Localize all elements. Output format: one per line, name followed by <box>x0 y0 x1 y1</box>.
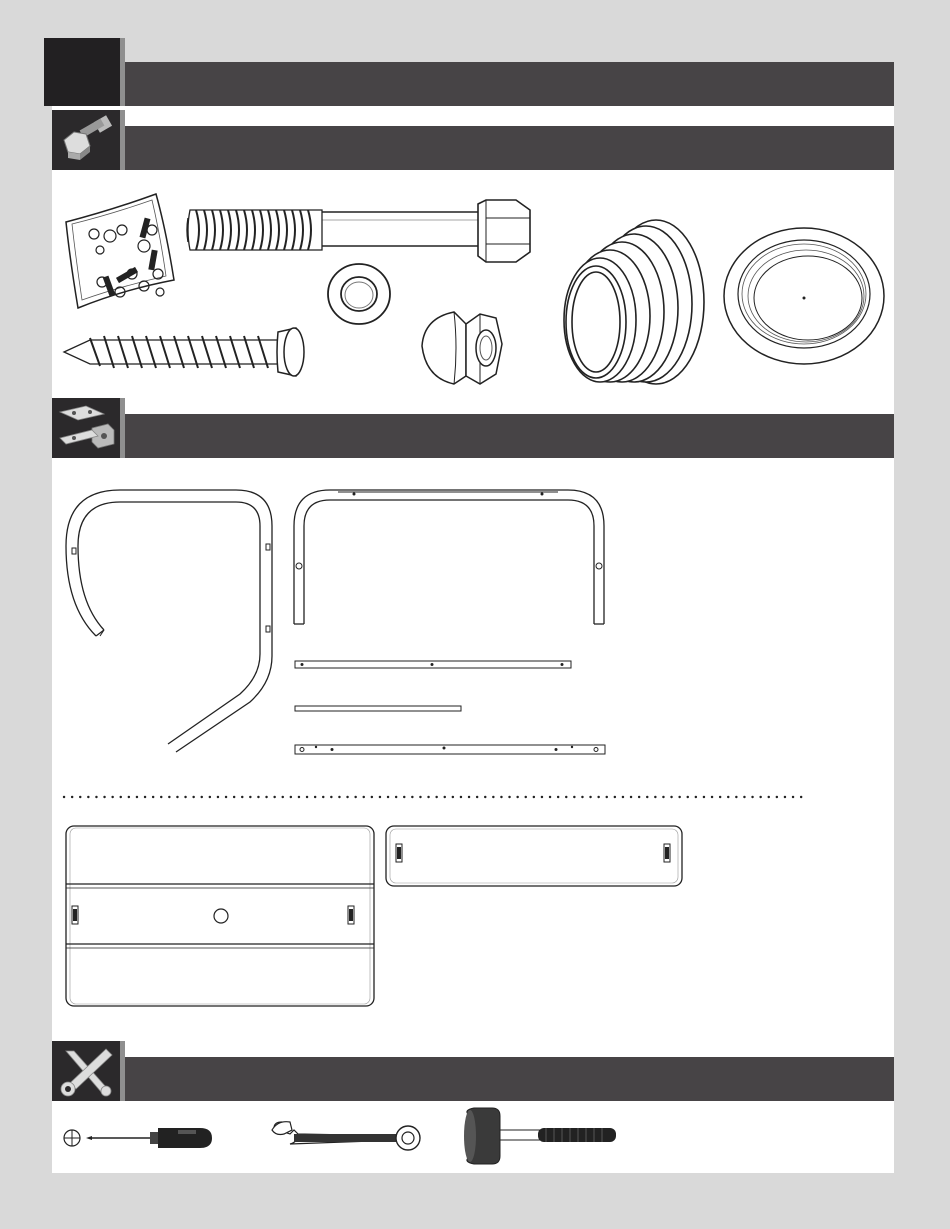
washer-icon <box>326 262 392 326</box>
tools-section-icon-box <box>52 1041 120 1101</box>
hex-bolt-icon <box>186 196 536 266</box>
flat-rail-holes <box>294 744 606 756</box>
tools-section-bar <box>125 1057 894 1101</box>
seat-back-panel <box>384 824 684 888</box>
acorn-nut-icon <box>418 304 504 388</box>
hardware-pack-icon <box>62 190 182 310</box>
bolt-nut-icon <box>52 110 120 170</box>
arch-top-frame <box>292 488 606 628</box>
cap-icon <box>722 226 886 366</box>
lag-screw-icon <box>60 322 330 382</box>
mallet-icon <box>462 1106 622 1166</box>
bent-swing-leg-frame <box>60 486 280 756</box>
hardware-section-bar <box>125 126 894 170</box>
wrench-icon <box>270 1118 422 1158</box>
screwdriver-icon <box>60 1118 216 1158</box>
flat-rail-short <box>294 705 462 713</box>
parts-section-icon-box <box>52 398 120 458</box>
hardware-section-icon-box <box>52 110 120 170</box>
step-title-bar <box>125 62 894 106</box>
parts-section-bar <box>125 414 894 458</box>
bracket-icon <box>52 398 120 458</box>
step-number-block <box>44 38 120 106</box>
flat-rail-long <box>294 660 572 670</box>
section-divider-dotted <box>62 786 804 790</box>
wrench-screwdriver-icon <box>52 1041 120 1101</box>
seat-bench-panel <box>64 824 378 1008</box>
bellows-icon <box>556 210 710 386</box>
